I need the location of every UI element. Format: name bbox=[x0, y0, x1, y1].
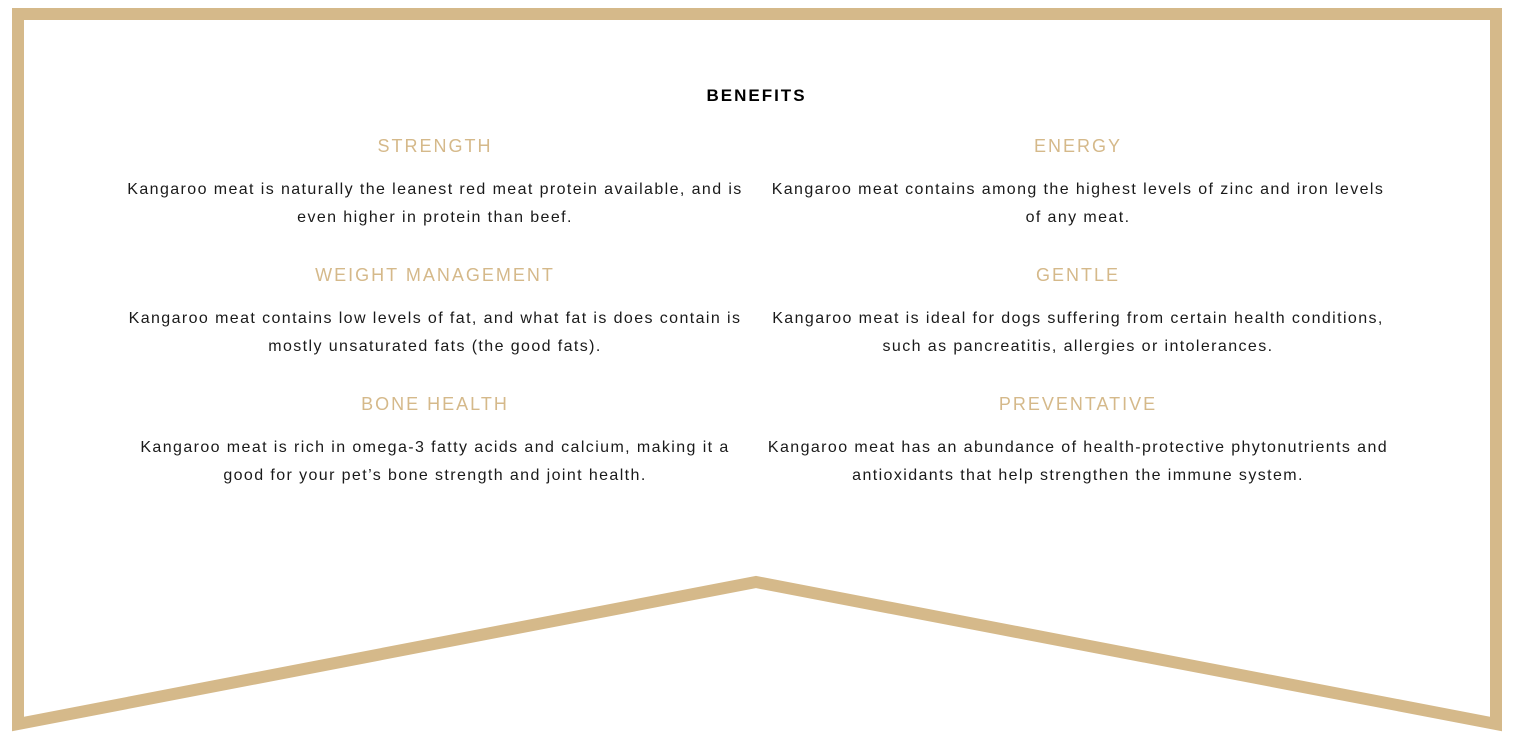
benefit-energy bbox=[766, 134, 1390, 232]
benefit-heading: PREVENTATIVE bbox=[998, 394, 1158, 414]
benefit-strength bbox=[124, 134, 746, 232]
banner-outline bbox=[18, 14, 1496, 724]
benefit-text: Kangaroo meat contains low levels of fat, and what fat is does contain is mostly unsaturated fats (the good fats). bbox=[128, 310, 742, 355]
benefit-heading: GENTLE bbox=[1035, 265, 1121, 285]
benefit-heading: BONE HEALTH bbox=[361, 394, 509, 414]
benefit-text: Kangaroo meat has an abundance of health-protective phytonutrients and antioxidants that help strengthen the immune system. bbox=[767, 439, 1389, 484]
benefit-heading: ENERGY bbox=[1033, 136, 1123, 156]
benefit-weight-management bbox=[124, 263, 746, 361]
benefit-gentle bbox=[766, 263, 1390, 361]
benefit-text: Kangaroo meat is rich in omega-3 fatty acids and calcium, making it a good for your pet’s bone strength and joint health. bbox=[140, 439, 730, 484]
benefit-preventative bbox=[766, 392, 1390, 490]
section-title: BENEFITS bbox=[706, 86, 807, 105]
benefit-heading: STRENGTH bbox=[377, 136, 493, 156]
benefit-text: Kangaroo meat is naturally the leanest red meat protein available, and is even higher in protein than beef. bbox=[127, 181, 743, 226]
benefit-bone-health bbox=[124, 392, 746, 490]
benefit-heading: WEIGHT MANAGEMENT bbox=[315, 265, 555, 285]
benefit-text: Kangaroo meat is ideal for dogs suffering from certain health conditions, such as pancreatitis, allergies or intolerances. bbox=[772, 310, 1384, 355]
benefit-text: Kangaroo meat contains among the highest levels of zinc and iron levels of any meat. bbox=[771, 181, 1385, 226]
